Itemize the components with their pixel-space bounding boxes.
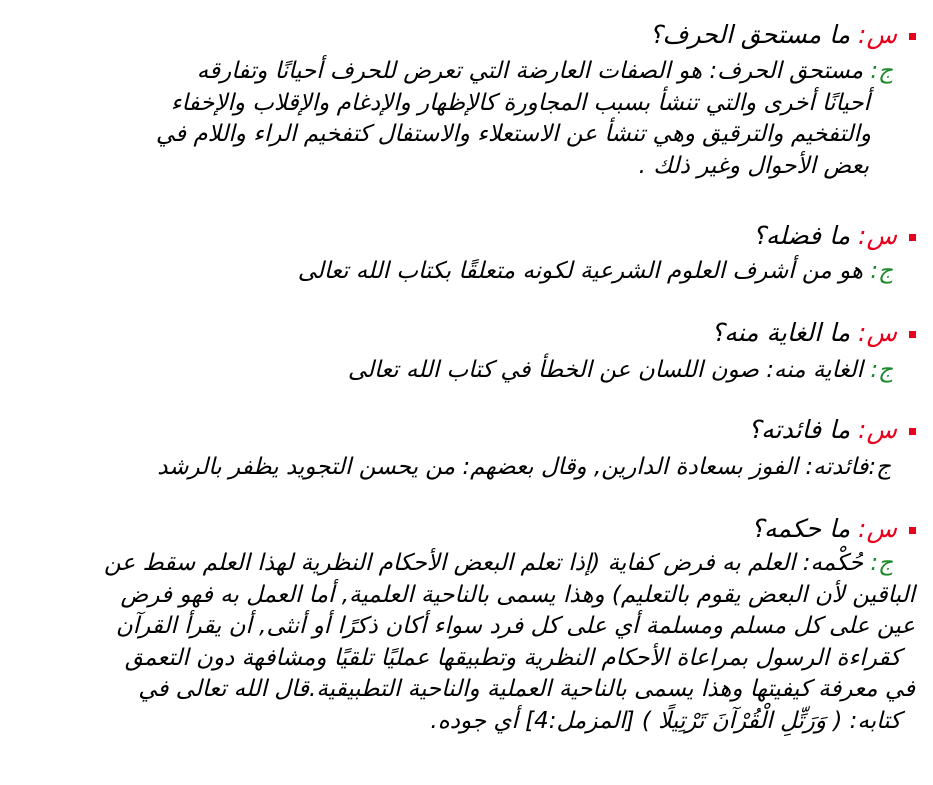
answer-label: ج: <box>870 58 893 84</box>
answer-1 <box>156 56 893 182</box>
question-4 <box>748 415 916 445</box>
bullet-icon <box>909 33 916 40</box>
answer-line: كقراءة الرسول بمراعاة الأحكام النظرية وتطبيقها عمليًا تلقيًا ومشافهة دون التعمق <box>124 644 901 671</box>
answer-4 <box>157 452 891 484</box>
question-text: ما مستحق الحرف؟ <box>649 20 851 49</box>
answer-line: في معرفة كيفيتها وهذا يسمى بالناحية العملية والناحية التطبيقية.قال الله تعالى في <box>138 676 915 702</box>
question-1 <box>649 20 916 50</box>
question-label: س: <box>858 221 897 250</box>
answer-line: عين على كل مسلم ومسلمة أي على كل فرد سواء أكان ذكرًا أو أنثى, أن يقرأ القرآن <box>115 613 915 639</box>
question-text: ما حكمه؟ <box>750 514 851 543</box>
bullet-icon <box>909 527 916 534</box>
question-3 <box>711 318 916 348</box>
answer-line: أحيانًا أخرى والتي تنشأ بسبب المجاورة كالإظهار والإدغام والإقلاب والإخفاء <box>170 89 870 116</box>
answer-line: والتفخيم والترقيق وهي تنشأ عن الاستعلاء والاستفال كتفخيم الراء واللام في <box>155 121 871 147</box>
answer-label: ج: <box>870 258 893 284</box>
question-label: س: <box>858 415 897 444</box>
question-label: س: <box>858 20 897 49</box>
answer-line: ج: الغاية منه: صون اللسان عن الخطأ في كتاب الله تعالى <box>347 357 893 383</box>
answer-line: بعض الأحوال وغير ذلك . <box>638 152 869 179</box>
answer-5 <box>103 548 915 737</box>
answer-line: ج:فائدته: الفوز بسعادة الدارين, وقال بعضهم: من يحسن التجويد يظفر بالرشد <box>157 454 891 480</box>
question-5 <box>751 514 916 544</box>
question-label: س: <box>858 318 897 347</box>
answer-line: ج: مستحق الحرف: هو الصفات العارضة التي تعرض للحرف أحيانًا وتفارقه <box>196 58 893 84</box>
answer-2 <box>298 256 893 288</box>
answer-label: ج: <box>870 550 893 576</box>
answer-line: كتابه: ( وَرَتِّلِ الْقُرْآنَ تَرْتِيلًا ) [المزمل:4] أي جوده. <box>430 707 901 734</box>
bullet-icon <box>909 234 916 241</box>
answer-label: ج: <box>870 357 893 383</box>
question-text: ما فائدته؟ <box>747 415 851 444</box>
answer-label: ج: <box>868 454 891 480</box>
bullet-icon <box>909 428 916 435</box>
question-text: ما فضله؟ <box>752 221 851 250</box>
answer-line: الباقين لأن البعض يقوم بالتعليم) وهذا يسمى بالناحية العلمية, أما العمل به فهو فرض <box>120 581 915 608</box>
question-label: س: <box>858 514 897 543</box>
question-2 <box>753 221 916 251</box>
bullet-icon <box>909 331 916 338</box>
answer-line: ج: هو من أشرف العلوم الشرعية لكونه متعلقًا بكتاب الله تعالى <box>297 258 893 284</box>
answer-line: ج: حُكْمه: العلم به فرض كفاية (إذا تعلم البعض الأحكام النظرية لهذا العلم سقط عن <box>103 550 893 576</box>
question-text: ما الغاية منه؟ <box>710 318 851 347</box>
answer-3 <box>348 355 893 387</box>
